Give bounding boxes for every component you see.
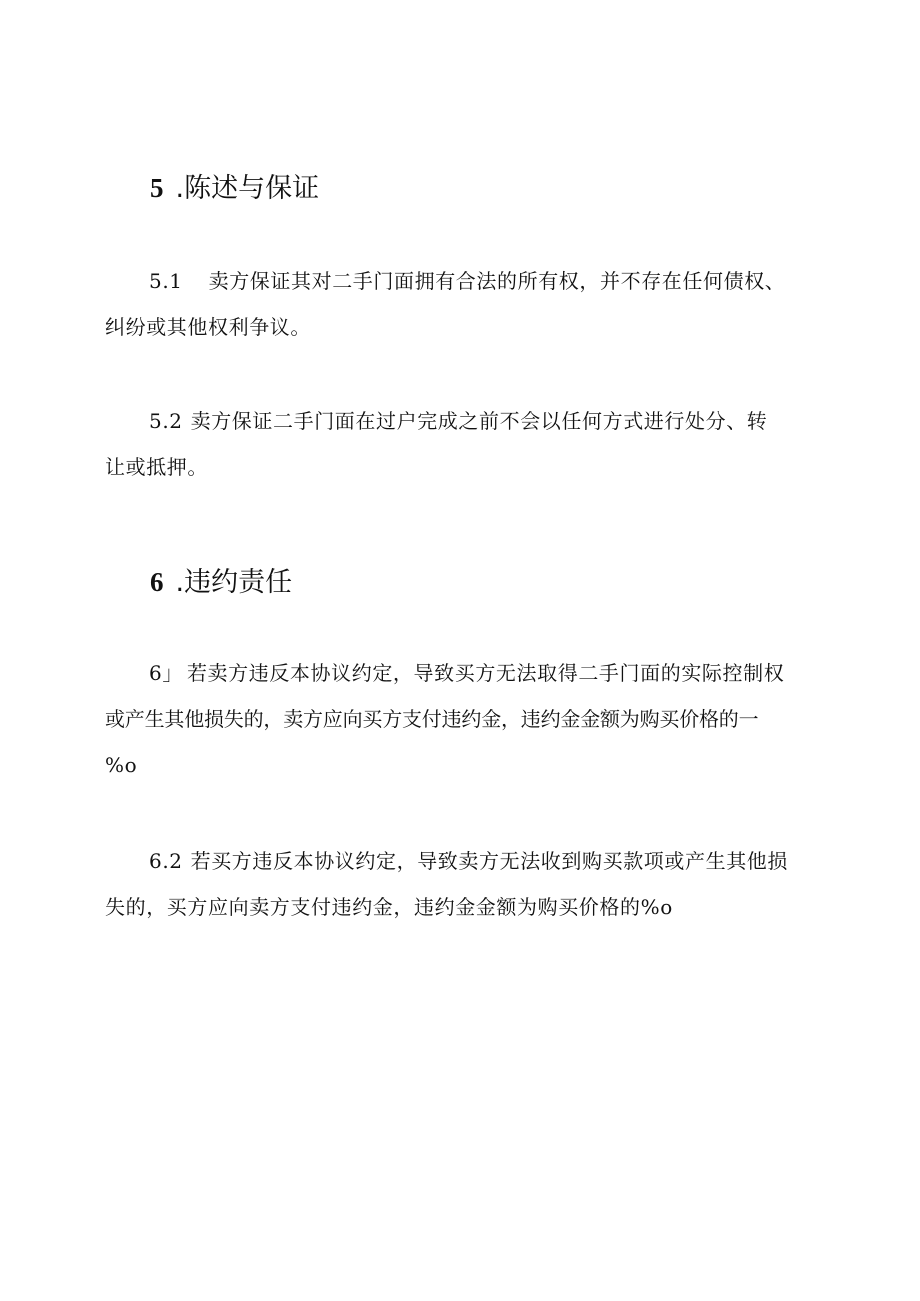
clause-text-line: %o bbox=[105, 753, 138, 777]
section-heading-5 bbox=[150, 166, 319, 205]
section-title: .陈述与保证 bbox=[175, 173, 320, 204]
clause-first-line bbox=[105, 398, 825, 444]
clause-5-2 bbox=[105, 398, 825, 490]
clause-6-2 bbox=[105, 838, 825, 930]
section-number: 5 bbox=[150, 173, 164, 203]
clause-text-line: 若卖方违反本协议约定，导致买方无法取得二手门面的实际控制权 bbox=[186, 661, 785, 685]
clause-6-1 bbox=[105, 650, 825, 788]
clause-label: 6」 bbox=[149, 661, 183, 685]
clause-label: 6.2 bbox=[149, 849, 183, 873]
clause-text-line: 让或抵押。 bbox=[105, 455, 208, 479]
clause-5-1 bbox=[105, 258, 825, 350]
clause-text-line: 失的，买方应向卖方支付违约金，违约金金额为购买价格的%o bbox=[105, 895, 673, 919]
section-heading-6 bbox=[150, 560, 292, 599]
clause-text-line: 或产生其他损失的，卖方应向买方支付违约金，违约金金额为购买价格的一 bbox=[105, 707, 759, 731]
clause-text-line: 若买方违反本协议约定，导致卖方无法收到购买款项或产生其他损 bbox=[190, 849, 789, 873]
clause-text-line: 纠纷或其他权利争议。 bbox=[105, 315, 311, 339]
clause-text-line: 卖方保证二手门面在过户完成之前不会以任何方式进行处分、转 bbox=[190, 409, 768, 433]
section-title: .违约责任 bbox=[175, 567, 293, 598]
clause-label: 5.1 bbox=[149, 269, 183, 293]
clause-first-line bbox=[105, 258, 825, 304]
clause-first-line bbox=[105, 650, 825, 696]
clause-first-line bbox=[105, 838, 825, 884]
clause-label: 5.2 bbox=[149, 409, 183, 433]
clause-text-line: 卖方保证其对二手门面拥有合法的所有权，并不存在任何债权、 bbox=[208, 269, 786, 293]
section-number: 6 bbox=[150, 567, 164, 597]
